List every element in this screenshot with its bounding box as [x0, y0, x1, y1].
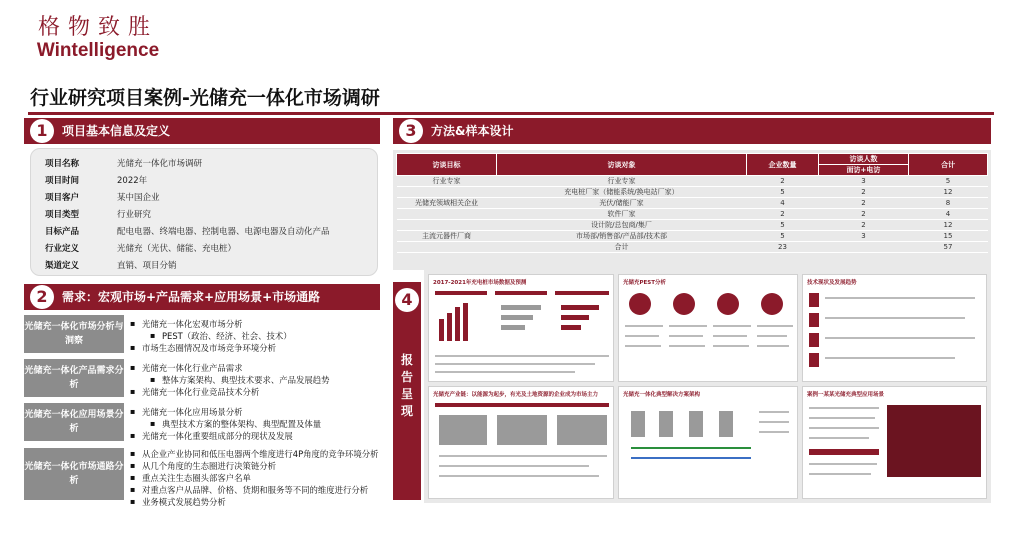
- table-cell: [819, 242, 909, 253]
- project-info-box: [30, 148, 378, 276]
- thumb-image: [887, 405, 981, 477]
- thumbnail-title: 2017-2021年充电桩市场数据及预测: [433, 280, 527, 286]
- bullet-list: [130, 406, 380, 442]
- bullet-item: ▪ 光储充一体化宏观市场分析: [130, 318, 380, 330]
- bullet-item: ▪ 光储充一体化重要组成部分的现状及发展: [130, 430, 380, 442]
- section3-title: 方法&样本设计: [431, 124, 514, 138]
- table-cell: [397, 209, 497, 220]
- table-row: [397, 231, 988, 242]
- thumb-line: [631, 447, 751, 449]
- bullet-subitem: ▪ PEST（政治、经济、社会、技术）: [130, 330, 380, 342]
- table-cell: 12: [909, 187, 988, 198]
- report-thumbnail-pest: [618, 274, 798, 382]
- thumb-bar: [809, 449, 879, 455]
- thumb-line: [825, 317, 965, 319]
- thumb-line: [625, 345, 661, 347]
- report-thumbnails: [424, 270, 991, 503]
- thumb-bar: [435, 291, 487, 295]
- section1-title: 项目基本信息及定义: [62, 124, 171, 138]
- thumb-bar: [561, 315, 589, 320]
- bullet-list: [130, 448, 380, 508]
- thumb-bar: [447, 313, 452, 341]
- thumb-bar: [501, 315, 533, 320]
- thumb-line: [825, 357, 955, 359]
- table-cell: 行业专家: [397, 176, 497, 187]
- thumbnail-title: 案例一某某光储充典型应用场景: [807, 392, 885, 398]
- table-cell: 5: [747, 231, 819, 242]
- bullet-list: [130, 318, 380, 354]
- report-thumbnail-market-data: [428, 274, 614, 382]
- table-subheader: 面访+电访: [819, 165, 909, 176]
- table-cell: 2: [747, 209, 819, 220]
- info-key: 目标产品: [45, 227, 80, 237]
- thumb-line: [759, 431, 789, 433]
- section2-title: 需求：宏观市场+产品需求+应用场景+市场通路: [62, 290, 321, 304]
- report-thumbnail-solution-architecture: [618, 386, 798, 499]
- thumb-circle: [629, 293, 651, 315]
- table-cell: [397, 220, 497, 231]
- table-header: 企业数量: [747, 154, 819, 176]
- category-label: 光储充一体化市场通路分析: [24, 448, 124, 500]
- table-row: [397, 198, 988, 209]
- table-cell: 3: [819, 231, 909, 242]
- thumb-line: [809, 473, 871, 475]
- table-cell: 光储充领域相关企业: [397, 198, 497, 209]
- table-cell: 3: [819, 176, 909, 187]
- thumb-line: [435, 363, 595, 365]
- thumbnail-title: 技术现状及发展趋势: [807, 280, 857, 286]
- thumb-bar: [455, 307, 460, 341]
- table-cell: [397, 187, 497, 198]
- table-cell: 2: [819, 187, 909, 198]
- info-value: 配电电器、终端电器、控制电器、电源电器及自动化产品: [117, 227, 330, 237]
- table-cell: 57: [909, 242, 988, 253]
- thumbnail-title: 光储充一体化典型解决方案架构: [623, 392, 701, 398]
- bullet-subitem: ▪ 典型技术方案的整体架构、典型配置及体量: [130, 418, 380, 430]
- bullet-item: ▪ 对重点客户从品牌、价格、货期和服务等不同的维度进行分析: [130, 484, 380, 496]
- report-thumbnail-case-study: [802, 386, 987, 499]
- table-cell: 2: [819, 198, 909, 209]
- table-row: [397, 209, 988, 220]
- logo-en: Wintelligence: [36, 40, 160, 61]
- thumb-device: [689, 411, 703, 437]
- table-cell: 15: [909, 231, 988, 242]
- bullet-item: ▪ 光储充一体化行业产品需求: [130, 362, 380, 374]
- info-key: 项目名称: [45, 159, 80, 169]
- table-header: 合计: [909, 154, 988, 176]
- table-cell: 5: [909, 176, 988, 187]
- bullet-subitem: ▪ 整体方案架构、典型技术要求、产品发展趋势: [130, 374, 380, 386]
- thumb-line: [825, 337, 975, 339]
- brand-logo: [34, 10, 162, 62]
- table-cell: 4: [909, 209, 988, 220]
- thumb-line: [713, 325, 751, 327]
- thumb-line: [435, 371, 575, 373]
- section3-header: [393, 118, 991, 144]
- thumbnail-title: 光储充PEST分析: [623, 280, 667, 286]
- info-value: 直销、项目分销: [117, 261, 177, 271]
- thumb-line: [669, 325, 707, 327]
- thumb-bar: [561, 325, 581, 330]
- table-cell: 市场部/销售部/产品部/技术部: [497, 231, 747, 242]
- thumb-circle: [673, 293, 695, 315]
- bullet-item: ▪ 重点关注生态圈头部客户名单: [130, 472, 380, 484]
- thumb-bar: [435, 403, 609, 407]
- report-thumbnail-industry-chain: [428, 386, 614, 499]
- bullet-item: ▪ 光储充一体化行业竞品技术分析: [130, 386, 380, 398]
- sample-design-table: [396, 153, 988, 253]
- section1-header: [24, 118, 380, 144]
- info-key: 渠道定义: [45, 261, 80, 271]
- info-key: 项目时间: [45, 176, 80, 186]
- thumb-block: [809, 353, 819, 367]
- info-value: 行业研究: [117, 210, 152, 220]
- info-key: 行业定义: [45, 244, 80, 254]
- table-cell: 2: [819, 209, 909, 220]
- thumb-circle: [717, 293, 739, 315]
- thumb-bar: [561, 305, 599, 310]
- thumb-line: [757, 345, 789, 347]
- table-header: 访谈人数: [819, 154, 909, 165]
- thumb-line: [669, 345, 705, 347]
- page-title: 行业研究项目案例-光储充一体化市场调研: [30, 87, 380, 109]
- info-value: 光储充一体化市场调研: [117, 159, 203, 169]
- thumb-line: [809, 427, 879, 429]
- info-value: 某中国企业: [117, 193, 160, 203]
- table-cell: 4: [747, 198, 819, 209]
- thumb-block: [557, 415, 607, 445]
- table-cell: 8: [909, 198, 988, 209]
- thumb-line: [713, 345, 749, 347]
- section2-header: [24, 284, 380, 310]
- info-value: 光储充（光伏、储能、充电桩）: [117, 244, 237, 254]
- info-value: 2022年: [117, 176, 148, 186]
- table-cell: 设计院/总包商/集厂: [497, 220, 747, 231]
- table-cell: 2: [819, 220, 909, 231]
- table-cell: 23: [747, 242, 819, 253]
- thumb-line: [825, 297, 975, 299]
- info-key: 项目类型: [45, 210, 80, 220]
- thumb-block: [809, 333, 819, 347]
- thumb-line: [625, 335, 659, 337]
- category-label: 光储充一体化市场分析与洞察: [24, 315, 124, 353]
- thumb-line: [713, 335, 747, 337]
- thumb-bar: [555, 291, 609, 295]
- bullet-item: ▪ 市场生态圈情况及市场竞争环境分析: [130, 342, 380, 354]
- thumb-line: [625, 325, 663, 327]
- thumb-line: [809, 437, 869, 439]
- table-row: [397, 242, 988, 253]
- table-cell: 软件厂家: [497, 209, 747, 220]
- thumb-device: [719, 411, 733, 437]
- info-key: 项目客户: [45, 193, 80, 203]
- table-cell: 行业专家: [497, 176, 747, 187]
- thumb-bar: [439, 319, 444, 341]
- bullet-list: [130, 362, 380, 398]
- table-cell: 充电桩厂家（储能系统/换电站厂家）: [497, 187, 747, 198]
- bullet-item: ▪ 从几个角度的生态圈进行决策链分析: [130, 460, 380, 472]
- table-header: 访谈目标: [397, 154, 497, 176]
- thumb-line: [757, 325, 793, 327]
- section1-number: 1: [30, 119, 54, 143]
- thumb-bar: [495, 291, 547, 295]
- thumb-line: [757, 335, 787, 337]
- thumb-bar: [501, 305, 541, 310]
- section4-tab: [393, 282, 421, 500]
- thumb-line: [439, 475, 599, 477]
- report-thumbnail-tech: [802, 274, 987, 382]
- thumb-line: [439, 455, 607, 457]
- table-header: 访谈对象: [497, 154, 747, 176]
- bullet-item: ▪ 光储充一体化应用场景分析: [130, 406, 380, 418]
- table-cell: 5: [747, 187, 819, 198]
- thumb-line: [439, 465, 589, 467]
- section4-number: 4: [395, 288, 419, 312]
- thumb-block: [809, 293, 819, 307]
- thumb-bar: [501, 325, 525, 330]
- thumb-circle: [761, 293, 783, 315]
- thumb-line: [669, 335, 703, 337]
- logo-cn: 格物致胜: [37, 15, 158, 40]
- thumb-line: [435, 355, 609, 357]
- title-divider: [28, 112, 994, 115]
- category-label: 光储充一体化产品需求分析: [24, 359, 124, 397]
- thumb-line: [759, 411, 789, 413]
- section3-number: 3: [399, 119, 423, 143]
- table-cell: 光伏/储能厂家: [497, 198, 747, 209]
- thumb-line: [759, 421, 789, 423]
- table-cell: 5: [747, 220, 819, 231]
- section2-number: 2: [30, 285, 54, 309]
- table-cell: 合计: [497, 242, 747, 253]
- thumb-block: [497, 415, 547, 445]
- thumb-device: [659, 411, 673, 437]
- thumb-line: [809, 463, 877, 465]
- table-cell: 12: [909, 220, 988, 231]
- thumb-device: [631, 411, 645, 437]
- table-cell: 主流元器件厂商: [397, 231, 497, 242]
- thumb-line: [809, 417, 875, 419]
- bullet-item: ▪ 业务模式发展趋势分析: [130, 496, 380, 508]
- bullet-item: ▪ 从企业产业协同和低压电器两个维度进行4P角度的竞争环境分析: [130, 448, 380, 460]
- section4-tab-label: 报 告 呈 现: [400, 353, 413, 418]
- table-cell: 2: [747, 176, 819, 187]
- thumb-bar: [463, 303, 468, 341]
- thumb-line: [809, 407, 879, 409]
- thumbnail-title: 光储充产业链：以能源为起步，有光及土地资源的企业成为市场主力: [433, 392, 599, 398]
- category-label: 光储充一体化应用场景分析: [24, 403, 124, 441]
- table-cell: [397, 242, 497, 253]
- table-row: [397, 187, 988, 198]
- table-row: [397, 176, 988, 187]
- sample-design-panel: [393, 150, 991, 270]
- thumb-line: [631, 457, 751, 459]
- thumb-block: [439, 415, 487, 445]
- thumb-block: [809, 313, 819, 327]
- table-row: [397, 220, 988, 231]
